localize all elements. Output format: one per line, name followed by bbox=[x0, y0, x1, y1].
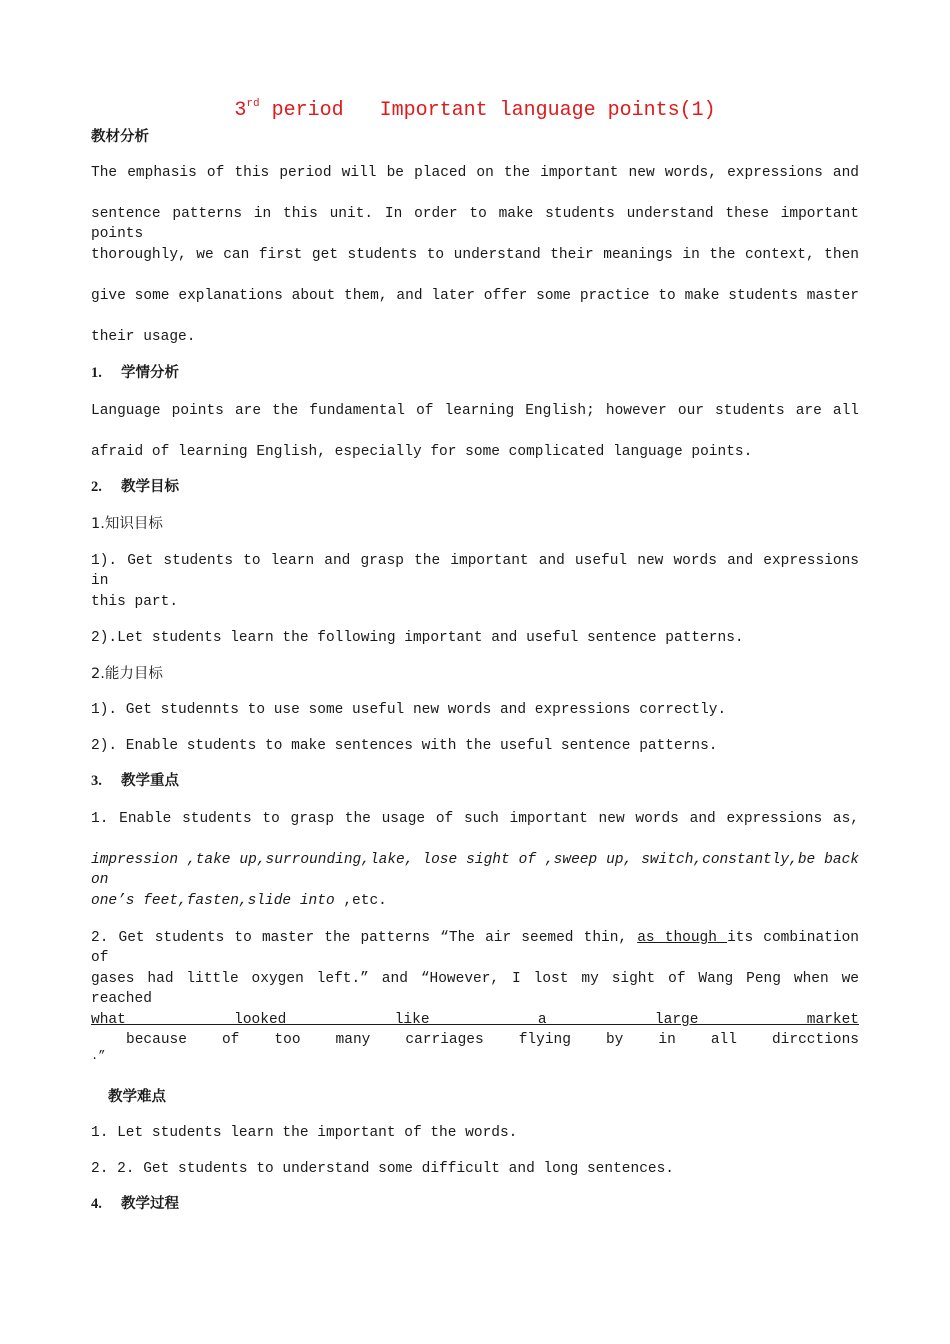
paragraph-line: The emphasis of this period will be placed on the important new words, expressions and bbox=[91, 165, 859, 181]
section-title: 教学重点 bbox=[121, 773, 179, 789]
pattern-text: 2. Get students to master the patterns “The air seemed thin, bbox=[91, 930, 638, 946]
paragraph-line: afraid of learning English, especially for some complicated language points. bbox=[91, 444, 753, 460]
focus-vocabulary-line: impression ,take up,surrounding,lake, lose sight of ,sweep up, switch,constantly,be back on bbox=[91, 852, 859, 888]
objective-line: this part. bbox=[91, 594, 179, 610]
page-title bbox=[0, 98, 950, 122]
difficulty-line: 1. Let students learn the important of the words. bbox=[91, 1125, 518, 1141]
title-superscript: rd bbox=[246, 98, 260, 110]
vocabulary-italic: one’s feet,fasten,slide into bbox=[91, 893, 335, 909]
section-number: 2. bbox=[91, 479, 102, 495]
subheading-knowledge-goal: 1.知识目标 bbox=[91, 516, 163, 532]
pattern-text: its combination of bbox=[91, 930, 859, 966]
pattern-line bbox=[91, 1010, 859, 1050]
focus-line: 1. Enable students to grasp the usage of such important new words and expressions as, bbox=[91, 811, 859, 827]
heading-textbook-analysis: 教材分析 bbox=[91, 129, 149, 145]
subheading-ability-goal: 2.能力目标 bbox=[91, 666, 163, 682]
section-title: 教学过程 bbox=[121, 1196, 179, 1212]
paragraph-line: thoroughly, we can first get students to understand their meanings in the context, then bbox=[91, 247, 859, 263]
section-title: 学情分析 bbox=[121, 365, 179, 381]
title-number: 3 bbox=[234, 99, 247, 122]
objective-line: 2). Enable students to make sentences with the useful sentence patterns. bbox=[91, 738, 718, 754]
objective-line: 1). Get students to learn and grasp the important and useful new words and expressions in bbox=[91, 553, 859, 589]
heading-student-analysis bbox=[91, 363, 859, 383]
section-title: 教学目标 bbox=[121, 479, 179, 495]
focus-vocabulary-line bbox=[91, 891, 859, 911]
heading-teaching-difficulty: 教学难点 bbox=[108, 1089, 166, 1105]
title-text: period Important language points(1) bbox=[259, 99, 716, 122]
heading-teaching-focus bbox=[91, 771, 859, 791]
paragraph-line: sentence patterns in this unit. In order to make students understand these important points bbox=[91, 206, 859, 242]
paragraph-line: give some explanations about them, and later offer some practice to make students master bbox=[91, 288, 859, 304]
section-number: 3. bbox=[91, 773, 102, 789]
vocabulary-etc: ,etc. bbox=[334, 893, 387, 909]
pattern-text: because of too many carriages flying by in all dircctions bbox=[91, 1032, 859, 1048]
paragraph-line: Language points are the fundamental of learning English; however our students are all bbox=[91, 403, 859, 419]
section-number: 4. bbox=[91, 1196, 102, 1212]
heading-teaching-objectives bbox=[91, 477, 859, 497]
pattern-line bbox=[91, 928, 859, 968]
paragraph-line: their usage. bbox=[91, 329, 196, 345]
pattern-underlined: what looked like a large market bbox=[91, 1012, 859, 1028]
objective-line: 1). Get studennts to use some useful new words and expressions correctly. bbox=[91, 702, 727, 718]
pattern-line: .” bbox=[91, 1049, 106, 1063]
heading-teaching-process bbox=[91, 1194, 859, 1214]
difficulty-line: 2. 2. Get students to understand some difficult and long sentences. bbox=[91, 1161, 674, 1177]
section-number: 1. bbox=[91, 365, 102, 381]
objective-line: 2).Let students learn the following important and useful sentence patterns. bbox=[91, 630, 744, 646]
pattern-underlined: as though bbox=[637, 930, 728, 946]
pattern-line: gases had little oxygen left.” and “However, I lost my sight of Wang Peng when we reached bbox=[91, 971, 859, 1007]
